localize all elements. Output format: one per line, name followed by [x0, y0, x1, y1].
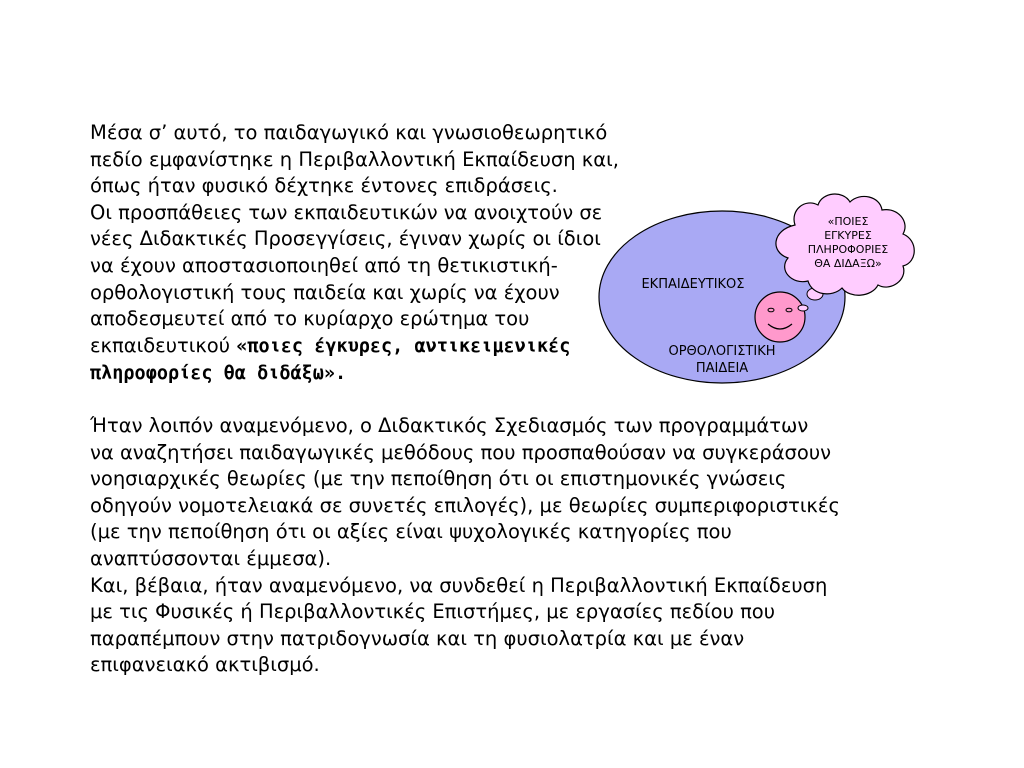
- paragraph-2-line: νοησιαρχικές θεωρίες (με την πεποίθηση ότι οι επιστημονικές γνώσεις: [90, 467, 787, 491]
- paragraph-2-line: να αναζητήσει παιδαγωγικές μεθόδους που προσπαθούσαν να συγκεράσουν: [90, 440, 832, 464]
- teacher-label: ΕΚΠΑΙΔΕΥΤΙΚΟΣ: [641, 277, 745, 292]
- paragraph-2-line: Και, βέβαια, ήταν αναμενόμενο, να συνδεθεί η Περιβαλλοντική Εκπαίδευση: [90, 573, 828, 597]
- paragraph-2-line: επιφανειακό ακτιβισμό.: [90, 653, 320, 677]
- paragraph-2-line: (με την πεποίθηση ότι οι αξίες είναι ψυχολογικές κατηγορίες που: [90, 520, 732, 544]
- face-circle: [755, 292, 805, 342]
- rational-education-label-line-1: ΟΡΘΟΛΟΓΙΣΤΙΚΗ: [668, 344, 776, 359]
- paragraph-1-line: νέες Διδακτικές Προσεγγίσεις, έγιναν χωρίς οι ίδιοι: [90, 227, 601, 251]
- paragraph-1-line: όπως ήταν φυσικό δέχτηκε έντονες επιδράσεις.: [90, 174, 558, 198]
- paragraph-1-line: αποδεσμευτεί από το κυρίαρχο ερώτημα του: [90, 307, 530, 331]
- cloud-text-line-3: ΠΛΗΡΟΦΟΡΙΕΣ: [807, 243, 889, 256]
- cloud-text-line-1: «ΠΟΙΕΣ: [827, 215, 869, 228]
- paragraph-1-line: Οι προσπάθειες των εκπαιδευτικών να ανοιχτούν σε: [90, 200, 603, 224]
- paragraph-1-line: Μέσα σ’ αυτό, το παιδαγωγικό και γνωσιοθεωρητικό: [90, 121, 608, 144]
- rational-education-label-line-2: ΠΑΙΔΕΙΑ: [695, 361, 749, 376]
- cloud-text-line-4: ΘΑ ΔΙΔΑΞΩ»: [814, 257, 882, 270]
- paragraph-1-line: να έχουν αποστασιοποιηθεί από τη θετικιστική-: [90, 253, 558, 277]
- bold-question-part-2: πληροφορίες θα διδάξω»: [90, 363, 336, 385]
- smiley-face: [755, 292, 805, 342]
- paragraph-2-line: οδηγούν νομοτελειακά σε συνετές επιλογές), με θεωρίες συμπεριφοριστικές: [90, 493, 840, 517]
- paragraph-2-line: παραπέμπουν στην πατριδογνωσία και τη φυσιολατρία και με έναν: [90, 626, 745, 650]
- line-9-prefix: εκπαιδευτικού: [90, 333, 237, 357]
- paragraph-2-line: αναπτύσσονται έμμεσα).: [90, 546, 332, 570]
- line-10-suffix: .: [335, 363, 347, 385]
- bold-question-part-1: «ποιες έγκυρες, αντικειμενικές: [236, 335, 571, 357]
- paragraph-1-line: ορθολογιστική τους παιδεία και χωρίς να έχουν: [90, 280, 560, 304]
- cloud-text-line-2: ΕΓΚΥΡΕΣ: [824, 229, 872, 242]
- thought-bubble-small: [798, 305, 808, 311]
- paragraph-1-line: πεδίο εμφανίστηκε η Περιβαλλοντική Εκπαίδευση και,: [90, 147, 619, 171]
- paragraph-2-line: με τις Φυσικές ή Περιβαλλοντικές Επιστήμες, με εργασίες πεδίου που: [90, 600, 776, 624]
- paragraph-2-line: Ήταν λοιπόν αναμενόμενο, ο Διδακτικός Σχεδιασμός των προγραμμάτων: [90, 414, 809, 437]
